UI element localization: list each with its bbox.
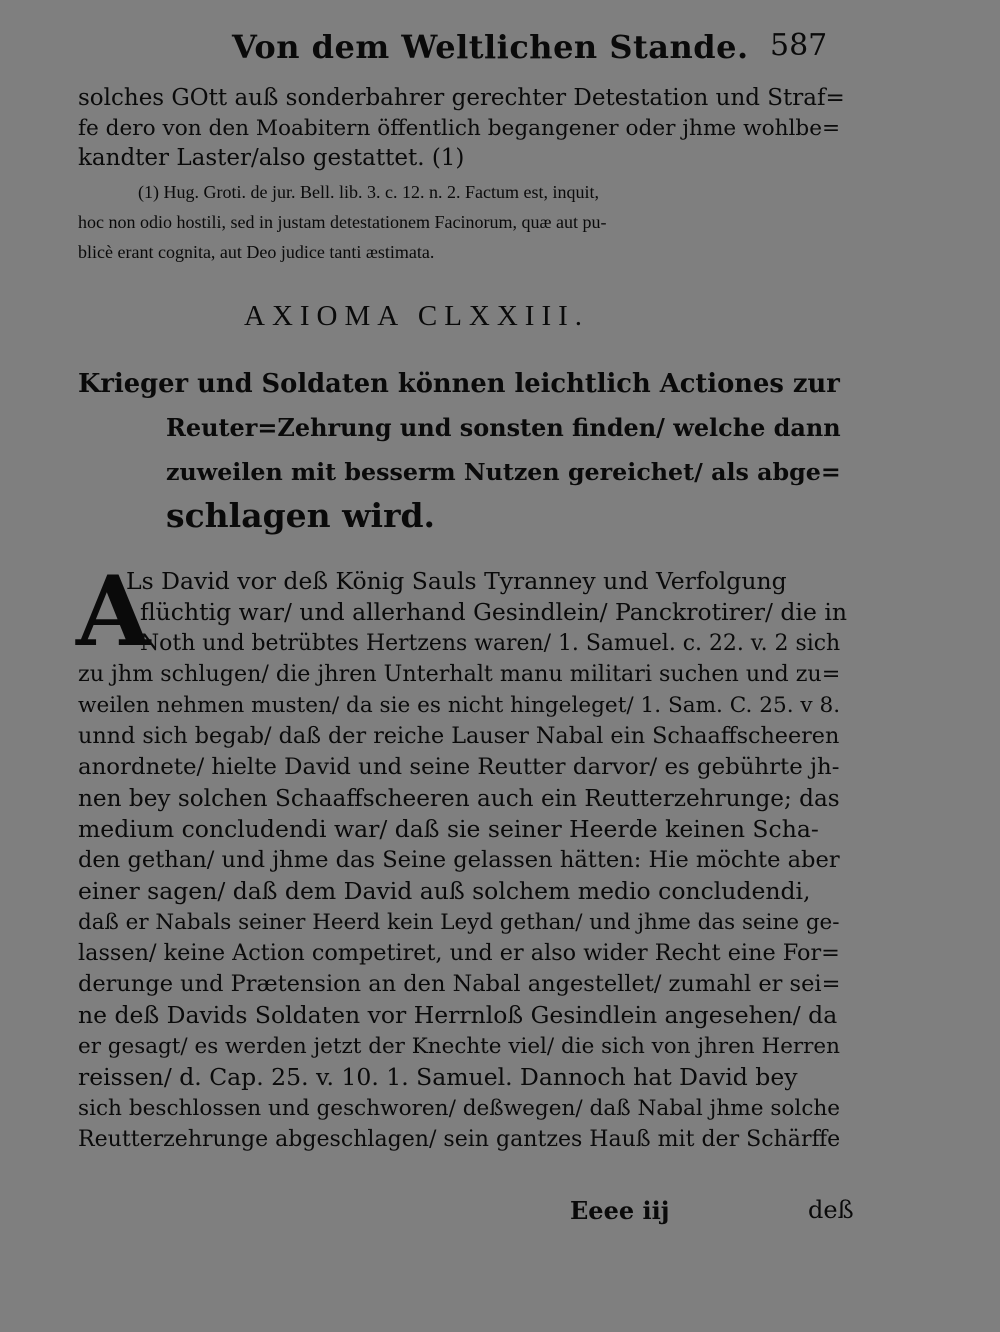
- body-line: medium concludendi war/ daß sie seiner Heerde keinen Scha-: [78, 815, 819, 843]
- thesis-line: Reuter=Zehrung und sonsten finden/ welche dann: [166, 414, 841, 442]
- body-line: einer sagen/ daß dem David auß solchem medio concludendi,: [78, 877, 811, 905]
- running-head: Von dem Weltlichen Stande.: [232, 28, 749, 66]
- body-line: daß er Nabals seiner Heerd kein Leyd gethan/ und jhme das seine ge-: [78, 910, 840, 935]
- body-line: derunge und Prætension an den Nabal angestellet/ zumahl er sei=: [78, 971, 841, 997]
- body-line: unnd sich begab/ daß der reiche Lauser Nabal ein Schaaffscheeren: [78, 723, 840, 749]
- signature-mark: Eeee iij: [570, 1196, 670, 1225]
- footnote-line: (1) Hug. Groti. de jur. Bell. lib. 3. c. 12. n. 2. Factum est, inquit,: [138, 182, 599, 202]
- intro-line: kandter Laster/also gestattet. (1): [78, 145, 465, 171]
- body-line: anordnete/ hielte David und seine Reutter darvor/ es gebührte jh-: [78, 754, 840, 780]
- intro-line: fe dero von den Moabitern öffentlich begangener oder jhme wohlbe=: [78, 116, 841, 141]
- body-line: weilen nehmen musten/ da sie es nicht hingeleget/ 1. Sam. C. 25. v 8.: [78, 693, 841, 718]
- body-line: den gethan/ und jhme das Seine gelassen hätten: Hie möchte aber: [78, 847, 840, 873]
- intro-line: solches GOtt auß sonderbahrer gerechter Detestation und Straf=: [78, 85, 845, 111]
- body-line: ne deß Davids Soldaten vor Herrnloß Gesindlein angesehen/ da: [78, 1001, 838, 1029]
- body-line: nen bey solchen Schaaffscheeren auch ein Reutterzehrunge; das: [78, 785, 840, 812]
- footnote-line: hoc non odio hostili, sed in justam detestationem Facinorum, quæ aut pu-: [78, 212, 607, 232]
- thesis-line: Krieger und Soldaten können leichtlich Actiones zur: [78, 369, 840, 399]
- body-line: flüchtig war/ und allerhand Gesindlein/ Panckrotirer/ die in: [140, 598, 847, 626]
- body-line: zu jhm schlugen/ die jhren Unterhalt manu militari suchen und zu=: [78, 661, 841, 687]
- body-line: lassen/ keine Action competiret, und er also wider Recht eine For=: [78, 940, 840, 966]
- thesis-line: zuweilen mit besserm Nutzen gereichet/ als abge=: [166, 458, 841, 486]
- body-line: Ls David vor deß König Sauls Tyranney und Verfolgung: [126, 567, 787, 595]
- body-line: Reutterzehrunge abgeschlagen/ sein gantzes Hauß mit der Schärffe: [78, 1127, 841, 1152]
- thesis-line: schlagen wird.: [166, 496, 436, 535]
- page-number: 587: [770, 28, 828, 63]
- catchword: deß: [808, 1196, 854, 1224]
- body-line: er gesagt/ es werden jetzt der Knechte viel/ die sich von jhren Herren: [78, 1034, 840, 1059]
- body-line: reissen/ d. Cap. 25. v. 10. 1. Samuel. Dannoch hat David bey: [78, 1063, 798, 1091]
- body-line: Noth und betrübtes Hertzens waren/ 1. Samuel. c. 22. v. 2 sich: [140, 631, 841, 656]
- footnote-line: blicè erant cognita, aut Deo judice tanti æstimata.: [78, 242, 435, 262]
- axiom-heading: AXIOMA CLXXIII.: [244, 300, 590, 332]
- drop-cap-initial: A: [76, 555, 151, 668]
- body-line: sich beschlossen und geschworen/ deßwegen/ daß Nabal jhme solche: [78, 1096, 841, 1121]
